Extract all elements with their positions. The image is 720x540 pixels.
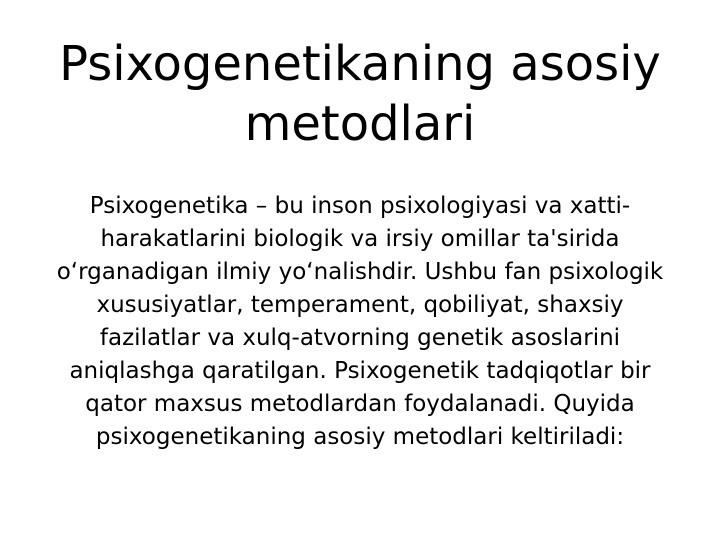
slide-body-text: Psixogenetika – bu inson psixologiyasi va xatti-harakatlarini biologik va irsiy omillar ta'sirida oʻrganadigan ilmiy yoʻnalishdir. Ushbu fan psixologik xususiyatlar, temperament, qobiliyat, shaxsiy fazilatlar va xulq-atvorning genetik asoslarini aniqlashga qaratilgan. Psixogenetik tadqiqotlar bir qator maxsus metodlardan foydalanadi. Quyida psixogenetikaning asosiy metodlari keltiriladi: <box>56 193 664 450</box>
slide-title: Psixogenetikaning asosiy metodlari <box>59 36 661 152</box>
